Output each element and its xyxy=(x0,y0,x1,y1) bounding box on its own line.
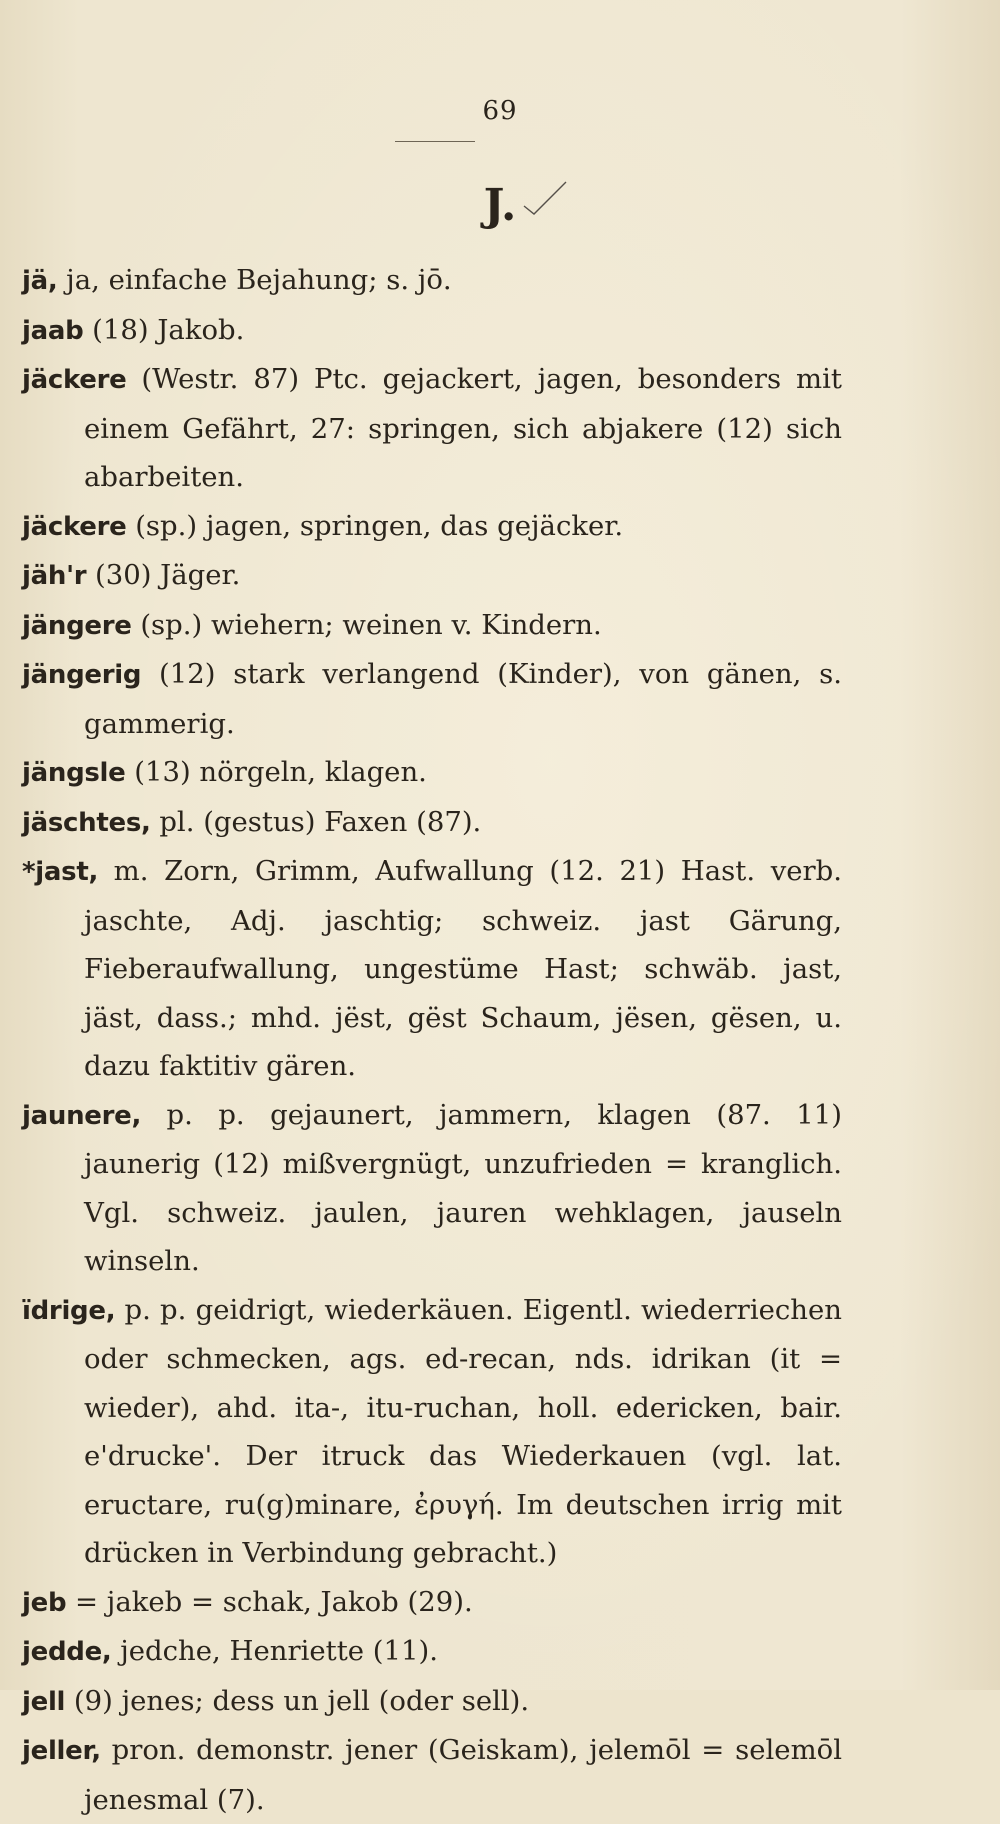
headword: jeller, xyxy=(22,1736,101,1766)
dictionary-entry xyxy=(22,650,842,748)
headword: jängere xyxy=(22,610,132,641)
section-letter: J. xyxy=(483,180,517,231)
definition: (13) nörgeln, klagen. xyxy=(125,756,427,788)
definition: (12) stark verlangend (Kinder), von gänen, s. gammerig. xyxy=(84,658,842,740)
definition: pron. demonstr. jener (Geiskam), jelemōl = selemōl jenesmal (7). xyxy=(84,1734,842,1816)
dictionary-entry xyxy=(22,601,842,651)
dictionary-entries xyxy=(22,256,842,1824)
definition: (sp.) wiehern; weinen v. Kindern. xyxy=(131,608,602,641)
dictionary-entry xyxy=(22,1627,842,1677)
dictionary-entry xyxy=(22,1286,842,1578)
headword: jä, xyxy=(22,266,58,296)
definition: (18) Jakob. xyxy=(83,313,245,346)
definition: (sp.) jagen, springen, das gejäcker. xyxy=(126,509,624,542)
definition: (9) jenes; dess un jell (oder sell). xyxy=(65,1684,530,1717)
headword: jäckere xyxy=(22,365,127,395)
headword: jaab xyxy=(22,315,84,346)
definition: jedche, Henriette (11). xyxy=(111,1635,438,1667)
definition: pl. (gestus) Faxen (87). xyxy=(150,805,482,838)
definition: (Westr. 87) Ptc. gejackert, jagen, besonders mit einem Gefährt, 27: springen, sich abjakere (12) sich abarbeiten. xyxy=(84,363,842,493)
definition: p. p. geidrigt, wiederkäuen. Eigentl. wiederriechen oder schmecken, ags. ed-recan, nds. idrikan (it = wieder), ahd. ita-, itu-ruchan, holl. edericken, bair. e'drucke'. Der itruck das Wiederkauen (vgl. lat. eructare, ru(g)minare, ἐρυγή. Im deutschen irrig mit drücken in Verbindung gebracht.) xyxy=(84,1293,842,1569)
dictionary-entry xyxy=(22,256,842,306)
definition: p. p. gejaunert, jammern, klagen (87. 11) jaunerig (12) mißvergnügt, unzufrieden = kranglich. Vgl. schweiz. jaulen, jauren wehklagen, jauseln winseln. xyxy=(84,1098,842,1277)
dictionary-entry xyxy=(22,551,842,601)
dictionary-entry xyxy=(22,502,842,552)
definition: m. Zorn, Grimm, Aufwallung (12. 21) Hast. verb. jaschte, Adj. jaschtig; schweiz. jast Gärung, Fieberaufwallung, ungestüme Hast; schwäb. jast, jäst, dass.; mhd. jëst, gëst Schaum, jësen, gësen, u. dazu faktitiv gären. xyxy=(84,855,842,1082)
headword: ïdrige, xyxy=(22,1295,116,1326)
dictionary-entry xyxy=(22,306,842,356)
headword: jäh'r xyxy=(22,561,87,591)
dictionary-entry xyxy=(22,1726,842,1824)
headword: jäckere xyxy=(22,511,127,542)
dictionary-entry xyxy=(22,748,842,798)
headword: jeb xyxy=(22,1587,67,1618)
dictionary-entry xyxy=(22,1091,842,1286)
check-mark-icon xyxy=(520,178,570,218)
headword: jängsle xyxy=(22,758,126,788)
page-number-rule xyxy=(395,141,475,142)
dictionary-entry xyxy=(22,1677,842,1727)
dictionary-entry xyxy=(22,847,842,1091)
dictionary-entry xyxy=(22,355,842,502)
dictionary-entry xyxy=(22,798,842,848)
headword: jedde, xyxy=(22,1637,112,1667)
page-number: 69 xyxy=(482,96,518,126)
headword: *jast, xyxy=(22,857,99,887)
definition: ja, einfache Bejahung; s. jō. xyxy=(57,264,452,296)
headword: jängerig xyxy=(22,660,142,690)
definition: = jakeb = schak, Jakob (29). xyxy=(66,1585,473,1618)
headword: jäschtes, xyxy=(22,807,151,838)
dictionary-entry xyxy=(22,1578,842,1628)
headword: jaunere, xyxy=(22,1100,142,1131)
headword: jell xyxy=(22,1686,66,1717)
definition: (30) Jäger. xyxy=(86,559,241,591)
